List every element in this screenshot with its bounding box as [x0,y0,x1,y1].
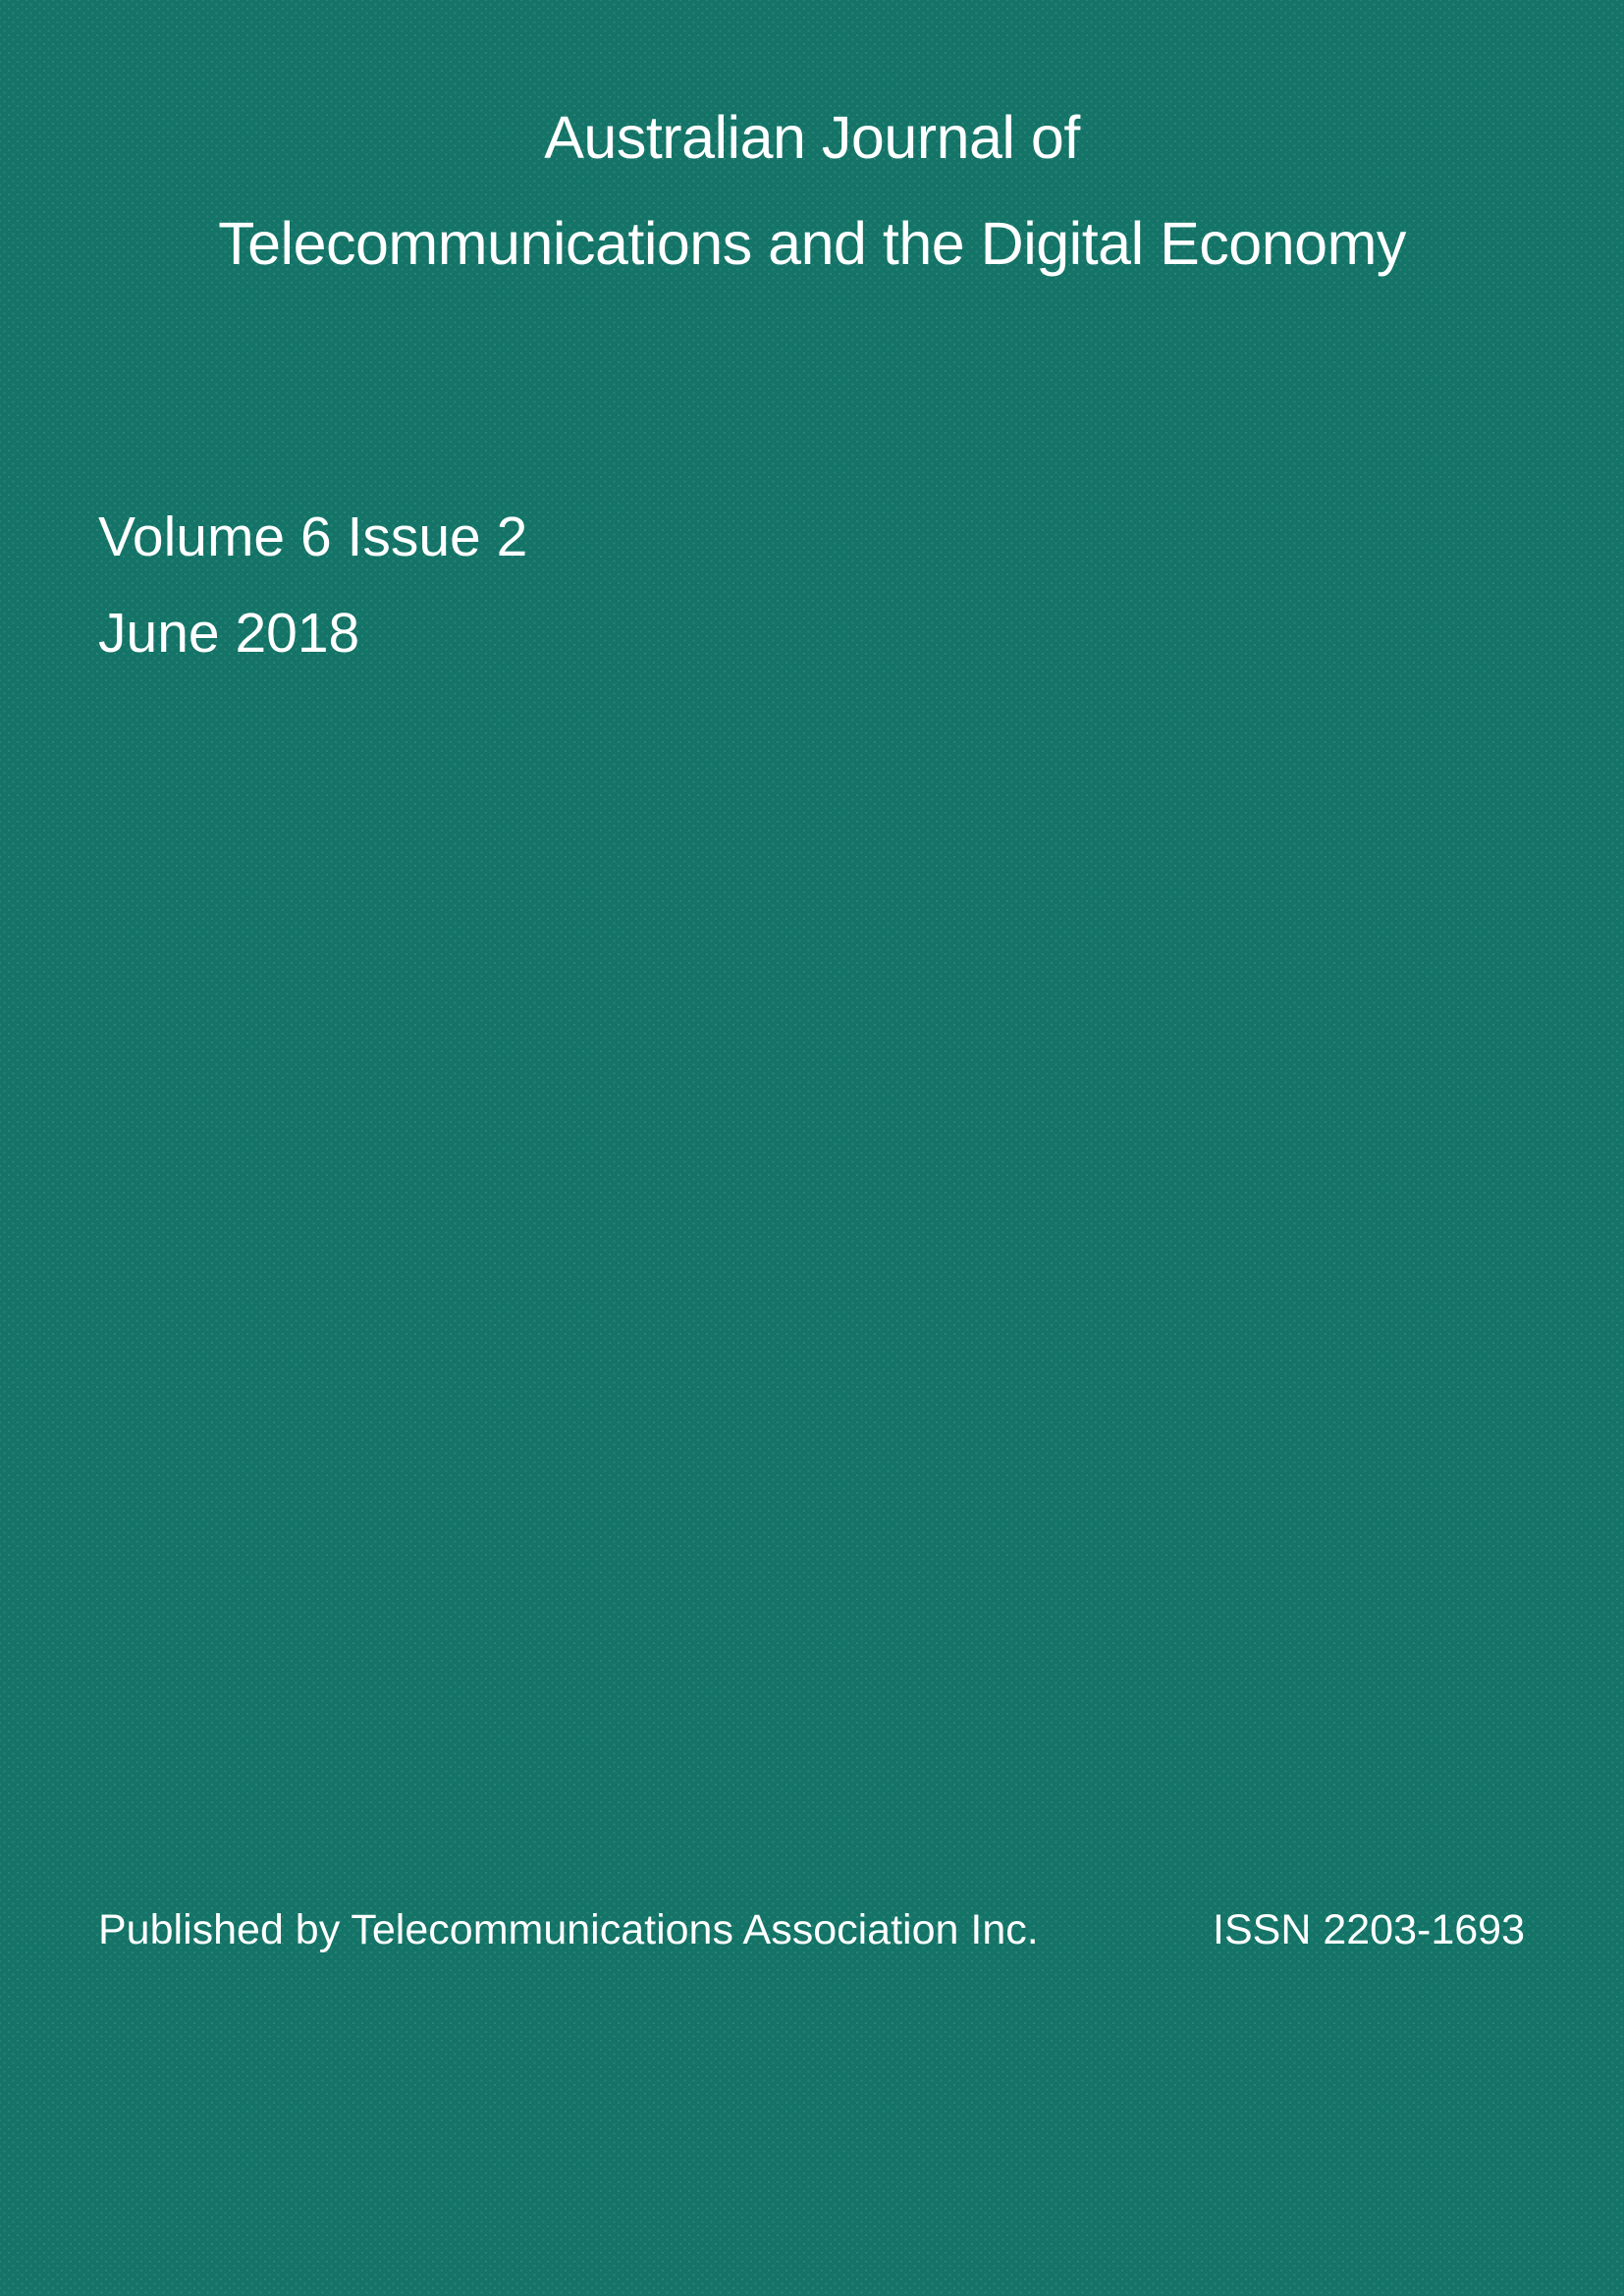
issn-label: ISSN 2203-1693 [1213,1906,1525,1953]
journal-title [0,84,1624,296]
issue-date-label: June 2018 [98,602,360,665]
volume-issue-label: Volume 6 Issue 2 [98,506,528,568]
issue-info [98,489,527,681]
publisher-label: Published by Telecommunications Association Inc. [98,1906,1039,1953]
cover-footer [98,1906,1525,1954]
journal-title-line2: Telecommunications and the Digital Economy [218,210,1406,277]
journal-title-line1: Australian Journal of [544,104,1080,171]
